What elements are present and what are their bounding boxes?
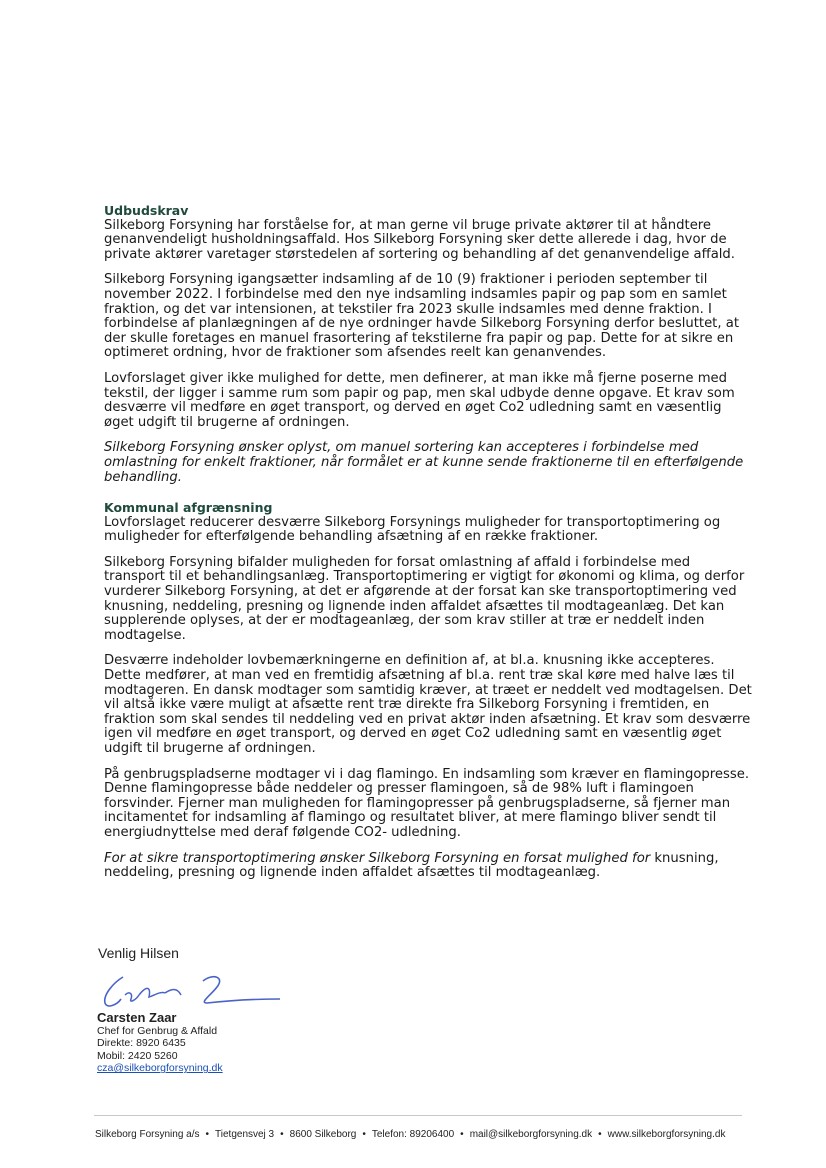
footer-city: 8600 Silkeborg <box>289 1129 357 1140</box>
footer <box>95 1129 745 1140</box>
conclusion-rest: knusning, neddeling, presning og lignende inden affaldet afsættes til modtageanlæg. <box>104 850 719 881</box>
footer-divider <box>94 1115 742 1116</box>
letter-body <box>104 204 754 892</box>
signer-direct-phone: Direkte: 8920 6435 <box>97 1037 186 1050</box>
paragraph: Lovforslaget reducerer desværre Silkeborg Forsynings muligheder for transportoptimering og muligheder for efterfølgende behandling afsætning af en række fraktioner. <box>104 514 721 545</box>
paragraph: Silkeborg Forsyning har forståelse for, at man gerne vil bruge private aktører til at håndtere genanvendeligt husholdningsaffald. Hos Silkeborg Forsyning sker dette allerede i dag, hvor de private aktører varetager størstedelen af sortering og behandling af det genanvendelige affald. <box>104 217 735 262</box>
bullet-separator: • <box>362 1129 366 1140</box>
footer-web-link[interactable]: www.silkeborgforsyning.dk <box>607 1129 726 1140</box>
footer-mail-link[interactable]: mail@silkeborgforsyning.dk <box>469 1129 593 1140</box>
footer-company: Silkeborg Forsyning a/s <box>95 1129 200 1140</box>
bullet-separator: • <box>205 1129 210 1140</box>
signature-block <box>97 1010 223 1075</box>
paragraph-conclusion <box>104 852 754 881</box>
paragraph: Lovforslaget giver ikke mulighed for dette, men definerer, at man ikke må fjerne poserne med tekstil, der ligger i samme rum som papir og pap, men skal udbyde denne opgave. Et krav som desværre vil medføre en øget transport, og derved en øget Co2 udledning samt en væsentlig øget udgift til brugerne af ordningen. <box>104 370 735 430</box>
signer-mobile: Mobil: 2420 5260 <box>97 1049 178 1062</box>
bullet-separator: • <box>598 1129 602 1140</box>
heading-udbudskrav: Udbudskrav <box>104 203 189 218</box>
bullet-separator: • <box>460 1129 464 1140</box>
closing-salutation: Venlig Hilsen <box>98 945 179 961</box>
handwritten-signature <box>95 965 285 1015</box>
signer-title: Chef for Genbrug & Affald <box>97 1025 218 1037</box>
footer-phone: Telefon: 89206400 <box>371 1129 455 1140</box>
paragraph: På genbrugspladserne modtager vi i dag flamingo. En indsamling som kræver en flamingopresse. Denne flamingopresse både neddeler og presser flamingoen, så de 98% luft i flamingoen forsvinder. Fjerner man muligheden for flamingopresser på genbrugspladserne, så fjerner man incitamentet for indsamling af flamingo og resultatet bliver, at mere flamingo bliver sendt til energiudnyttelse med deraf følgende CO2- udledning. <box>104 766 750 840</box>
signer-name: Carsten Zaar <box>97 1010 177 1025</box>
paragraph: Desværre indeholder lovbemærkningerne en definition af, at bl.a. knusning ikke accepteres. Dette medfører, at man ved en fremtidig afsætning af bl.a. rent træ skal køre med halve læs til modtageren. En dansk modtager som samtidig kræver, at træet er neddelt ved modtagelsen. Det vil altså ikke være muligt at afsætte rent træ direkte fra Silkeborg Forsyning i fremtiden, en fraktion som skal sendes til neddeling ved en privat aktør inden afsætning. Et krav som desværre igen vil medføre en øget transport, og derved en øget Co2 udledning samt en væsentlig øget udgift til brugerne af ordningen. <box>104 653 752 756</box>
heading-kommunal-afgraensning: Kommunal afgrænsning <box>104 500 273 516</box>
signer-email-link[interactable]: cza@silkeborgforsyning.dk <box>97 1062 223 1075</box>
conclusion-italic: For at sikre transportoptimering ønsker Silkeborg Forsyning en forsat mulighed for <box>104 850 651 866</box>
footer-address: Tietgensvej 3 <box>215 1129 275 1140</box>
paragraph: Silkeborg Forsyning bifalder muligheden for forsat omlastning af affald i forbindelse med transport til et behandlingsanlæg. Transportoptimering er vigtigt for økonomi og klima, og derfor vurderer Silkeborg Forsyning, at det er afgørende at der forsat kan ske transportoptimering ved knusning, neddeling, presning og lignende inden affaldet afsættes til modtageanlæg. Det kan supplerende oplyses, at der er modtageanlæg, der som krav stiller at træ er neddelt inden modtagelse. <box>104 554 745 643</box>
paragraph: Silkeborg Forsyning igangsætter indsamling af de 10 (9) fraktioner i perioden september til november 2022. I forbindelse med den nye indsamling indsamles papir og pap som en samlet fraktion, og det var intensionen, at tekstiler fra 2023 skulle indsamles med denne fraktion. I forbindelse af planlægningen af de nye ordninger havde Silkeborg Forsyning derfor besluttet, at der skulle foretages en manuel frasortering af tekstilerne fra papir og pap. Dette for at sikre en optimeret ordning, hvor de fraktioner som afsendes reelt kan genanvendes. <box>104 272 739 361</box>
paragraph-italic: Silkeborg Forsyning ønsker oplyst, om manuel sortering kan accepteres i forbindelse med omlastning for enkelt fraktioner, når formålet er at kunne sende fraktionerne til en efterfølgende behandling. <box>104 440 744 485</box>
bullet-separator: • <box>280 1129 284 1140</box>
